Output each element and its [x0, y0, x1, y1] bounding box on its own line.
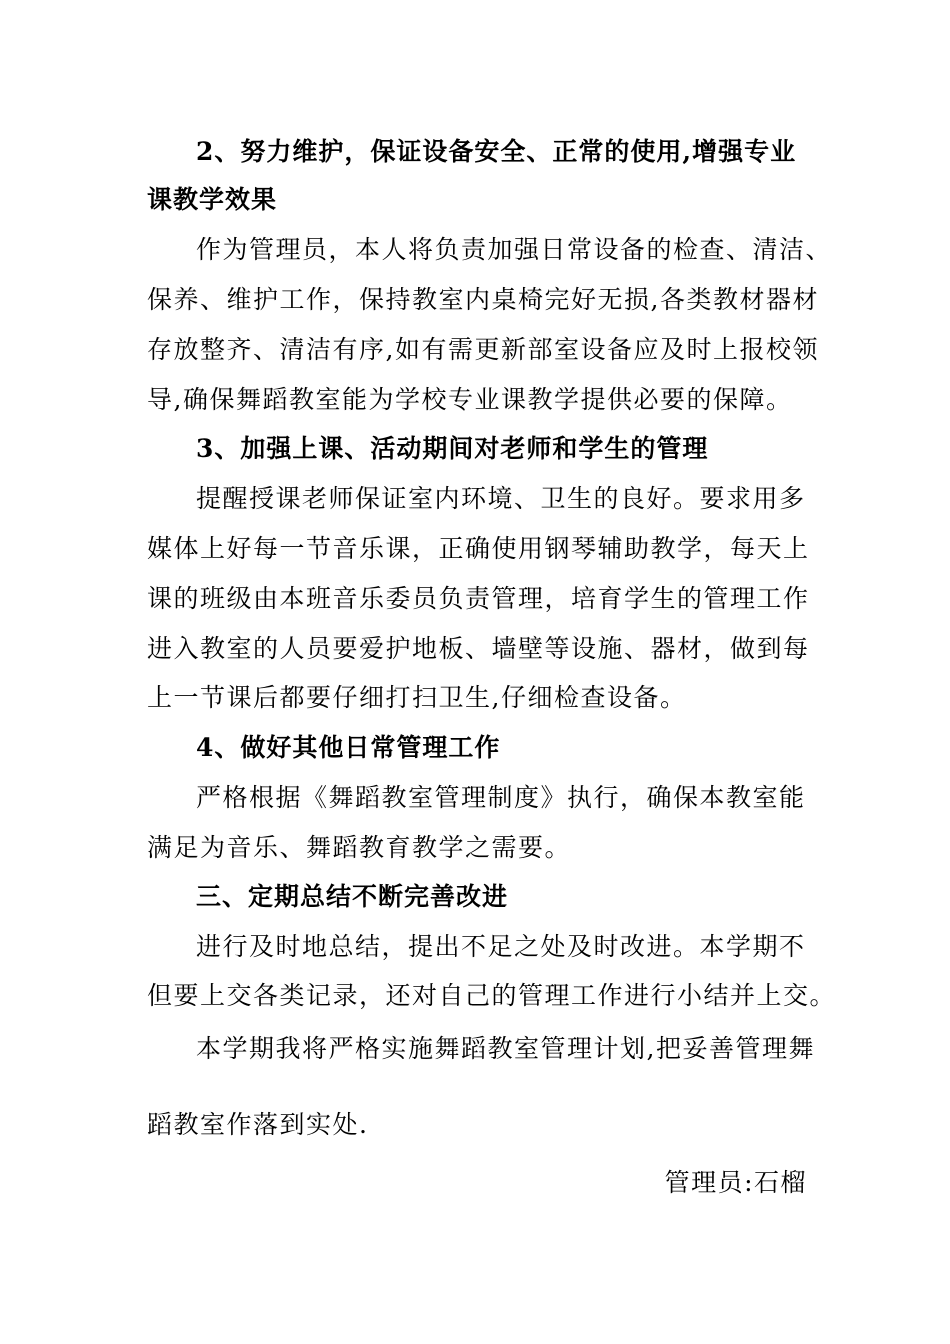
section2-para-line3: 存放整齐、清洁有序,如有需更新部室设备应及时上报校领 [147, 335, 819, 364]
section4-heading: 4、做好其他日常管理工作 [196, 733, 501, 762]
section2-heading-line1: 2、努力维护，保证设备安全、正常的使用,增强专业 [196, 137, 797, 166]
section2-heading-line2: 课教学效果 [147, 185, 278, 214]
section3-para-line2: 媒体上好每一节音乐课，正确使用钢琴辅助教学，每天上 [147, 534, 810, 563]
section3-heading: 3、加强上课、活动期间对老师和学生的管理 [196, 434, 709, 463]
closing-line2: 蹈教室作落到实处. [147, 1110, 369, 1139]
section2-para-line4: 导,确保舞蹈教室能为学校专业课教学提供必要的保障。 [147, 385, 793, 414]
section3-para-line5: 上一节课后都要仔细打扫卫生,仔细检查设备。 [147, 683, 687, 712]
section4-para-line1: 严格根据《舞蹈教室管理制度》执行，确保本教室能 [196, 783, 806, 812]
section3-para-line3: 课的班级由本班音乐委员负责管理，培育学生的管理工作 [147, 584, 810, 613]
part3-para-line1: 进行及时地总结，提出不足之处及时改进。本学期不 [196, 932, 806, 961]
section4-para-line2: 满足为音乐、舞蹈教育教学之需要。 [147, 833, 572, 862]
signature: 管理员:石榴 [664, 1168, 807, 1197]
part3-heading: 三、定期总结不断完善改进 [196, 882, 509, 911]
section2-para-line1: 作为管理员，本人将负责加强日常设备的检查、清洁、 [196, 235, 833, 264]
section2-para-line2: 保养、维护工作，保持教室内桌椅完好无损,各类教材器材 [147, 285, 819, 314]
closing-line1: 本学期我将严格实施舞蹈教室管理计划,把妥善管理舞 [196, 1034, 815, 1063]
part3-para-line2: 但要上交各类记录，还对自己的管理工作进行小结并上交。 [147, 981, 837, 1010]
section3-para-line1: 提醒授课老师保证室内环境、卫生的良好。要求用多 [196, 484, 806, 513]
section3-para-line4: 进入教室的人员要爱护地板、墙壁等设施、器材，做到每 [147, 634, 810, 663]
